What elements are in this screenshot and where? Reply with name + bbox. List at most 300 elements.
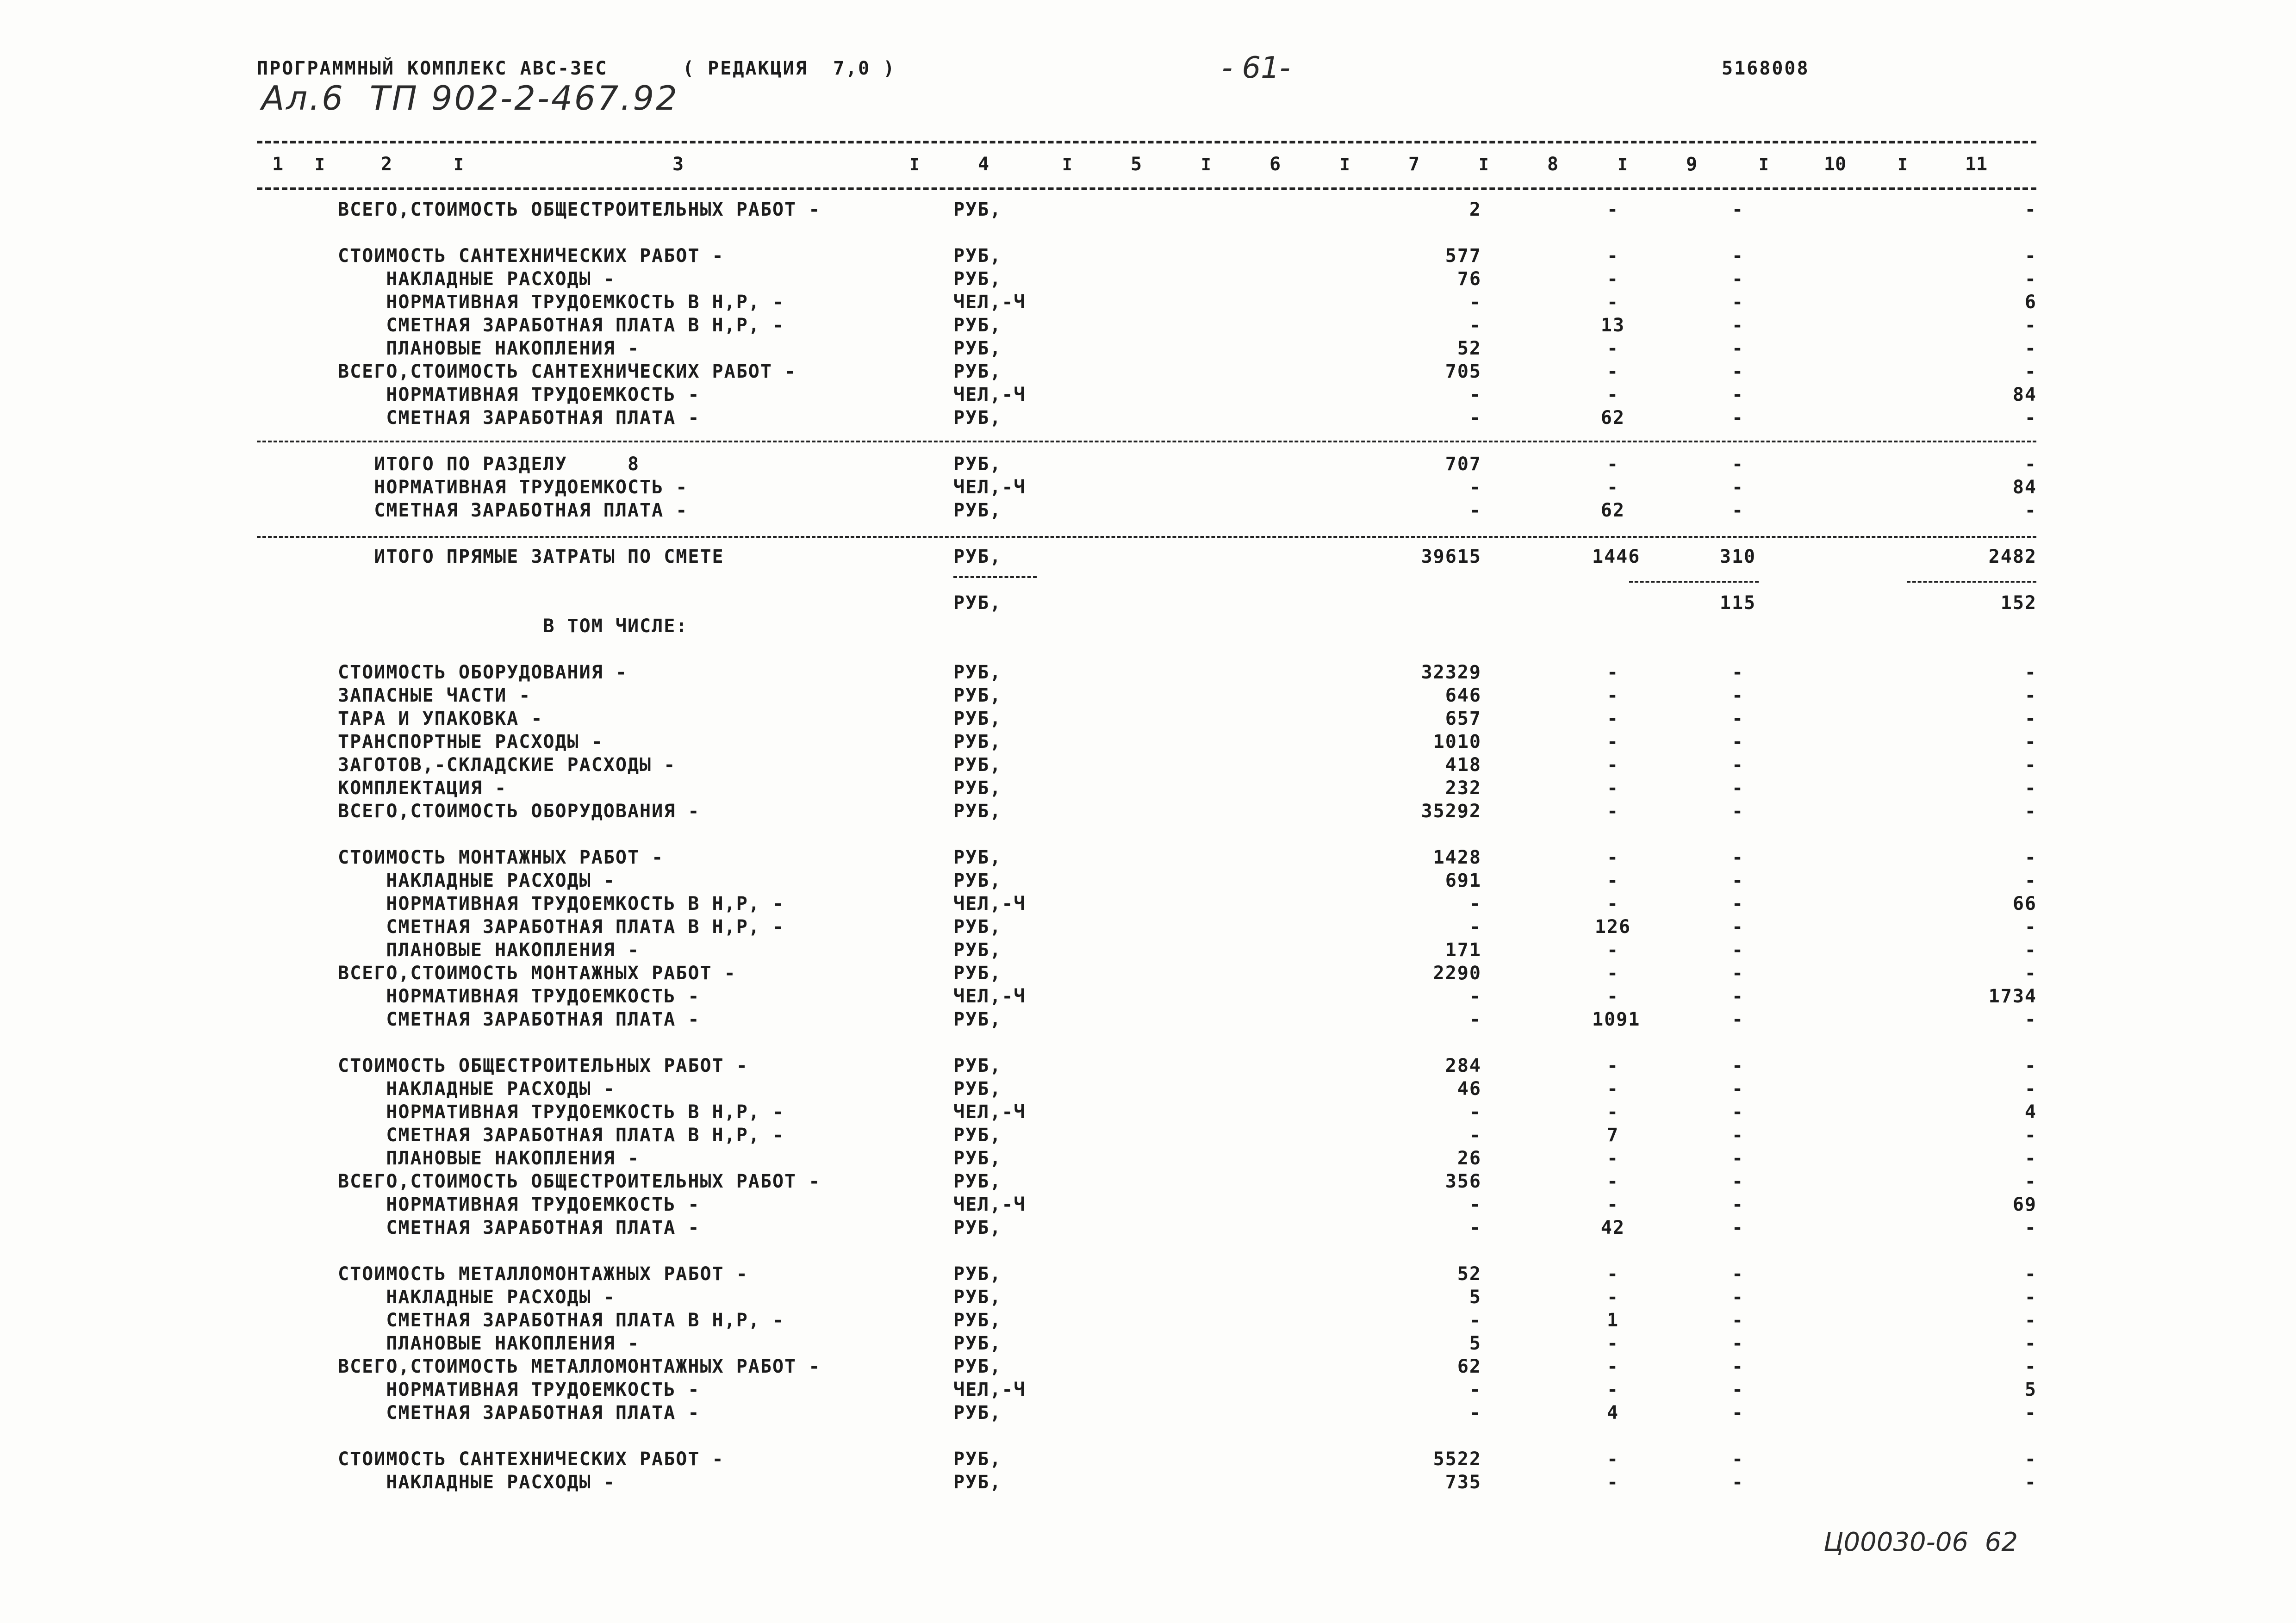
table-row bbox=[0, 1125, 2296, 1148]
cell-col-7: - bbox=[1469, 1402, 1481, 1424]
row-label: НОРМАТИВНАЯ ТРУДОЕМКОСТЬ - bbox=[338, 1379, 700, 1400]
table-row bbox=[0, 731, 2296, 754]
cell-col-11: - bbox=[2024, 939, 2037, 961]
cell-col-8: - bbox=[1606, 893, 1619, 914]
table-row bbox=[0, 1310, 2296, 1333]
cell-col-9: - bbox=[1731, 407, 1744, 429]
cell-col-9: - bbox=[1731, 986, 1744, 1007]
cell-col-8: - bbox=[1606, 777, 1619, 799]
column-header-6: 6 bbox=[1269, 154, 1281, 175]
cell-col-9: - bbox=[1731, 1171, 1744, 1192]
cell-col-7: - bbox=[1469, 477, 1481, 498]
program-title: ПРОГРАММНЫЙ КОМПЛЕКС АВС-ЗЕС bbox=[257, 58, 608, 79]
row-label: НОРМАТИВНАЯ ТРУДОЕМКОСТЬ В Н,Р, - bbox=[338, 1101, 785, 1123]
row-unit: РУБ, bbox=[953, 1125, 1002, 1146]
cell-col-9: - bbox=[1731, 1356, 1744, 1377]
row-label: СТОИМОСТЬ ОБОРУДОВАНИЯ - bbox=[338, 662, 628, 683]
cell-col-9: 115 bbox=[1719, 592, 1756, 614]
cell-col-9: - bbox=[1731, 1078, 1744, 1100]
cell-col-7: 418 bbox=[1445, 754, 1481, 776]
row-unit: РУБ, bbox=[953, 1263, 1002, 1285]
cell-col-7: - bbox=[1469, 292, 1481, 313]
cell-col-9: - bbox=[1731, 963, 1744, 984]
table-row bbox=[0, 963, 2296, 986]
cell-col-8: - bbox=[1606, 870, 1619, 891]
edition-label: ( РЕДАКЦИЯ 7,0 ) bbox=[683, 58, 896, 79]
cell-col-8: - bbox=[1606, 1263, 1619, 1285]
column-header-3: 3 bbox=[672, 154, 684, 175]
cell-col-7: 52 bbox=[1457, 1263, 1481, 1285]
column-separator: I bbox=[1062, 155, 1072, 174]
column-separator: I bbox=[1759, 155, 1769, 174]
cell-col-8: - bbox=[1606, 1472, 1619, 1493]
table-row bbox=[0, 407, 2296, 430]
row-unit: ЧЕЛ,-Ч bbox=[953, 893, 1026, 914]
cell-col-11: 66 bbox=[2012, 893, 2037, 914]
row-label: СТОИМОСТЬ МОНТАЖНЫХ РАБОТ - bbox=[338, 847, 664, 868]
column-header-9: 9 bbox=[1686, 154, 1698, 175]
cell-col-11: - bbox=[2024, 754, 2037, 776]
cell-col-7: 2 bbox=[1469, 199, 1481, 220]
table-row bbox=[0, 454, 2296, 477]
cell-col-8: - bbox=[1606, 847, 1619, 868]
cell-col-9: - bbox=[1731, 1449, 1744, 1470]
cell-col-7: 705 bbox=[1445, 361, 1481, 382]
cell-col-7: 5522 bbox=[1433, 1449, 1481, 1470]
row-unit: РУБ, bbox=[953, 315, 1002, 336]
row-label: ПЛАНОВЫЕ НАКОПЛЕНИЯ - bbox=[338, 939, 640, 961]
cell-col-11: 152 bbox=[2000, 592, 2037, 614]
row-label: ПЛАНОВЫЕ НАКОПЛЕНИЯ - bbox=[338, 1148, 640, 1169]
cell-col-8: - bbox=[1606, 1171, 1619, 1192]
cell-col-11: - bbox=[2024, 1356, 2037, 1377]
row-unit: РУБ, bbox=[953, 592, 1002, 614]
row-unit: РУБ, bbox=[953, 963, 1002, 984]
table-row bbox=[0, 338, 2296, 361]
row-unit: ЧЕЛ,-Ч bbox=[953, 1194, 1026, 1215]
table-row bbox=[0, 616, 2296, 639]
table-row bbox=[0, 292, 2296, 315]
cell-col-11: - bbox=[2024, 1449, 2037, 1470]
row-unit: РУБ, bbox=[953, 1333, 1002, 1354]
cell-col-11: 1734 bbox=[1988, 986, 2037, 1007]
row-unit: РУБ, bbox=[953, 870, 1002, 891]
row-label: НАКЛАДНЫЕ РАСХОДЫ - bbox=[338, 870, 616, 891]
cell-col-7: - bbox=[1469, 1009, 1481, 1030]
row-label: КОМПЛЕКТАЦИЯ - bbox=[338, 777, 507, 799]
cell-col-9: - bbox=[1731, 1472, 1744, 1493]
table-row bbox=[0, 199, 2296, 222]
column-header-11: 11 bbox=[1965, 154, 1988, 175]
handwritten-reference: Ал.6 ТП 902-2-467.92 bbox=[261, 79, 679, 118]
cell-col-7: 657 bbox=[1445, 708, 1481, 729]
row-unit: РУБ, bbox=[953, 777, 1002, 799]
cell-col-7: 232 bbox=[1445, 777, 1481, 799]
cell-col-8: - bbox=[1606, 268, 1619, 290]
cell-col-7: 46 bbox=[1457, 1078, 1481, 1100]
cell-col-9: 310 bbox=[1719, 546, 1756, 567]
cell-col-7: 171 bbox=[1445, 939, 1481, 961]
cell-col-8: - bbox=[1606, 361, 1619, 382]
table-row bbox=[0, 245, 2296, 268]
cell-col-8: - bbox=[1606, 338, 1619, 359]
row-unit: РУБ, bbox=[953, 1449, 1002, 1470]
row-unit: РУБ, bbox=[953, 916, 1002, 938]
cell-col-8: - bbox=[1606, 1101, 1619, 1123]
table-row bbox=[0, 1263, 2296, 1287]
cell-col-8: - bbox=[1606, 1379, 1619, 1400]
table-row bbox=[0, 546, 2296, 569]
row-label: ТАРА И УПАКОВКА - bbox=[338, 708, 543, 729]
row-unit: ЧЕЛ,-Ч bbox=[953, 477, 1026, 498]
cell-col-11: - bbox=[2024, 1078, 2037, 1100]
row-unit: РУБ, bbox=[953, 1009, 1002, 1030]
cell-col-7: 735 bbox=[1445, 1472, 1481, 1493]
row-label: СМЕТНАЯ ЗАРАБОТНАЯ ПЛАТА - bbox=[338, 407, 700, 429]
table-row bbox=[0, 777, 2296, 801]
table-row bbox=[0, 847, 2296, 870]
cell-col-9: - bbox=[1731, 1101, 1744, 1123]
cell-col-7: 284 bbox=[1445, 1055, 1481, 1076]
table-row bbox=[0, 1171, 2296, 1194]
table-row bbox=[0, 870, 2296, 893]
row-unit: РУБ, bbox=[953, 1472, 1002, 1493]
table-row bbox=[0, 384, 2296, 407]
cell-col-7: - bbox=[1469, 407, 1481, 429]
cell-col-9: - bbox=[1731, 338, 1744, 359]
cell-col-8: - bbox=[1606, 1287, 1619, 1308]
total-underline bbox=[1907, 581, 2036, 583]
cell-col-9: - bbox=[1731, 500, 1744, 521]
cell-col-7: 356 bbox=[1445, 1171, 1481, 1192]
cell-col-11: - bbox=[2024, 338, 2037, 359]
cell-col-11: - bbox=[2024, 1125, 2037, 1146]
column-separator: I bbox=[315, 155, 325, 174]
section-rule bbox=[257, 441, 2036, 442]
cell-col-8: - bbox=[1606, 1148, 1619, 1169]
row-label: ВСЕГО,СТОИМОСТЬ ОБЩЕСТРОИТЕЛЬНЫХ РАБОТ - bbox=[338, 199, 821, 220]
row-label: ВСЕГО,СТОИМОСТЬ ОБЩЕСТРОИТЕЛЬНЫХ РАБОТ - bbox=[338, 1171, 821, 1192]
row-label: СМЕТНАЯ ЗАРАБОТНАЯ ПЛАТА В Н,Р, - bbox=[338, 1310, 785, 1331]
cell-col-8: - bbox=[1606, 477, 1619, 498]
cell-col-9: - bbox=[1731, 1310, 1744, 1331]
cell-col-9: - bbox=[1731, 1194, 1744, 1215]
cell-col-7: - bbox=[1469, 1217, 1481, 1238]
row-unit: РУБ, bbox=[953, 685, 1002, 706]
cell-col-9: - bbox=[1731, 916, 1744, 938]
row-unit: РУБ, bbox=[953, 407, 1002, 429]
cell-col-9: - bbox=[1731, 1125, 1744, 1146]
cell-col-9: - bbox=[1731, 708, 1744, 729]
cell-col-8: 126 bbox=[1594, 916, 1631, 938]
cell-col-8: 1 bbox=[1606, 1310, 1619, 1331]
column-separator: I bbox=[1340, 155, 1350, 174]
cell-col-7: - bbox=[1469, 1125, 1481, 1146]
cell-col-11: - bbox=[2024, 847, 2037, 868]
cell-col-11: 2482 bbox=[1988, 546, 2037, 567]
row-label: ВСЕГО,СТОИМОСТЬ ОБОРУДОВАНИЯ - bbox=[338, 801, 700, 822]
cell-col-7: 5 bbox=[1469, 1287, 1481, 1308]
row-unit: РУБ, bbox=[953, 1148, 1002, 1169]
row-unit: РУБ, bbox=[953, 847, 1002, 868]
row-label: ПЛАНОВЫЕ НАКОПЛЕНИЯ - bbox=[338, 338, 640, 359]
cell-col-8: 13 bbox=[1600, 315, 1625, 336]
cell-col-7: 577 bbox=[1445, 245, 1481, 267]
cell-col-11: - bbox=[2024, 361, 2037, 382]
column-header-8: 8 bbox=[1547, 154, 1559, 175]
row-unit: РУБ, bbox=[953, 245, 1002, 267]
row-unit: РУБ, bbox=[953, 939, 1002, 961]
cell-col-7: 35292 bbox=[1421, 801, 1481, 822]
column-separator: I bbox=[909, 155, 920, 174]
cell-col-7: 76 bbox=[1457, 268, 1481, 290]
row-unit: РУБ, bbox=[953, 1287, 1002, 1308]
row-label: СТОИМОСТЬ МЕТАЛЛОМОНТАЖНЫХ РАБОТ - bbox=[338, 1263, 748, 1285]
cell-col-8: - bbox=[1606, 986, 1619, 1007]
cell-col-8: - bbox=[1606, 1449, 1619, 1470]
cell-col-7: 32329 bbox=[1421, 662, 1481, 683]
row-unit: РУБ, bbox=[953, 1217, 1002, 1238]
row-unit: РУБ, bbox=[953, 454, 1002, 475]
cell-col-11: - bbox=[2024, 454, 2037, 475]
cell-col-11: - bbox=[2024, 268, 2037, 290]
cell-col-7: - bbox=[1469, 315, 1481, 336]
column-separator: I bbox=[1479, 155, 1489, 174]
row-label: НАКЛАДНЫЕ РАСХОДЫ - bbox=[338, 268, 616, 290]
row-label: НОРМАТИВНАЯ ТРУДОЕМКОСТЬ - bbox=[338, 384, 700, 405]
row-label: ТРАНСПОРТНЫЕ РАСХОДЫ - bbox=[338, 731, 604, 752]
row-label: НОРМАТИВНАЯ ТРУДОЕМКОСТЬ В Н,Р, - bbox=[338, 893, 785, 914]
column-header-10: 10 bbox=[1823, 154, 1847, 175]
table-top-rule bbox=[257, 141, 2036, 143]
cell-col-11: - bbox=[2024, 708, 2037, 729]
table-row bbox=[0, 1379, 2296, 1402]
cell-col-11: - bbox=[2024, 963, 2037, 984]
cell-col-7: - bbox=[1469, 384, 1481, 405]
cell-col-8: - bbox=[1606, 963, 1619, 984]
cell-col-9: - bbox=[1731, 847, 1744, 868]
table-row bbox=[0, 1449, 2296, 1472]
row-label: НОРМАТИВНАЯ ТРУДОЕМКОСТЬ В Н,Р, - bbox=[338, 292, 785, 313]
cell-col-7: - bbox=[1469, 1101, 1481, 1123]
table-row bbox=[0, 1472, 2296, 1495]
cell-col-11: 84 bbox=[2012, 384, 2037, 405]
row-unit: РУБ, bbox=[953, 199, 1002, 220]
cell-col-9: - bbox=[1731, 361, 1744, 382]
row-label: НАКЛАДНЫЕ РАСХОДЫ - bbox=[338, 1472, 616, 1493]
cell-col-11: - bbox=[2024, 1171, 2037, 1192]
row-unit: ЧЕЛ,-Ч bbox=[953, 384, 1026, 405]
table-row bbox=[0, 916, 2296, 939]
cell-col-11: 4 bbox=[2024, 1101, 2037, 1123]
row-unit: РУБ, bbox=[953, 1171, 1002, 1192]
row-unit: РУБ, bbox=[953, 1310, 1002, 1331]
cell-col-8: 7 bbox=[1606, 1125, 1619, 1146]
cell-col-9: - bbox=[1731, 1009, 1744, 1030]
cell-col-9: - bbox=[1731, 1217, 1744, 1238]
document-code: 5168008 bbox=[1722, 58, 1810, 79]
cell-col-8: 1091 bbox=[1592, 1009, 1641, 1030]
table-row bbox=[0, 939, 2296, 963]
row-unit: РУБ, bbox=[953, 1078, 1002, 1100]
cell-col-7: 646 bbox=[1445, 685, 1481, 706]
row-label: ЗАПАСНЫЕ ЧАСТИ - bbox=[338, 685, 531, 706]
table-header-rule bbox=[257, 187, 2036, 190]
table-row bbox=[0, 1009, 2296, 1032]
row-label: СТОИМОСТЬ ОБЩЕСТРОИТЕЛЬНЫХ РАБОТ - bbox=[338, 1055, 748, 1076]
cell-col-9: - bbox=[1731, 1402, 1744, 1424]
cell-col-11: - bbox=[2024, 1148, 2037, 1169]
cell-col-8: - bbox=[1606, 384, 1619, 405]
cell-col-7: - bbox=[1469, 1379, 1481, 1400]
cell-col-9: - bbox=[1731, 477, 1744, 498]
cell-col-11: - bbox=[2024, 916, 2037, 938]
cell-col-8: - bbox=[1606, 754, 1619, 776]
cell-col-8: - bbox=[1606, 939, 1619, 961]
cell-col-11: - bbox=[2024, 777, 2037, 799]
cell-col-8: - bbox=[1606, 1055, 1619, 1076]
cell-col-9: - bbox=[1731, 454, 1744, 475]
row-label: ИТОГО ПРЯМЫЕ ЗАТРАТЫ ПО СМЕТЕ bbox=[338, 546, 724, 567]
cell-col-8: 1446 bbox=[1592, 546, 1641, 567]
row-label: СМЕТНАЯ ЗАРАБОТНАЯ ПЛАТА - bbox=[338, 1009, 700, 1030]
row-label: ВСЕГО,СТОИМОСТЬ САНТЕХНИЧЕСКИХ РАБОТ - bbox=[338, 361, 797, 382]
table-row bbox=[0, 592, 2296, 616]
row-unit: РУБ, bbox=[953, 754, 1002, 776]
table-row bbox=[0, 801, 2296, 824]
cell-col-11: - bbox=[2024, 199, 2037, 220]
cell-col-11: - bbox=[2024, 500, 2037, 521]
row-label: ЗАГОТОВ,-СКЛАДСКИЕ РАСХОДЫ - bbox=[338, 754, 676, 776]
cell-col-7: 5 bbox=[1469, 1333, 1481, 1354]
cell-col-8: 62 bbox=[1600, 407, 1625, 429]
row-unit: ЧЕЛ,-Ч bbox=[953, 986, 1026, 1007]
cell-col-9: - bbox=[1731, 1333, 1744, 1354]
cell-col-9: - bbox=[1731, 870, 1744, 891]
cell-col-11: - bbox=[2024, 870, 2037, 891]
column-header-4: 4 bbox=[977, 154, 989, 175]
row-label: СМЕТНАЯ ЗАРАБОТНАЯ ПЛАТА В Н,Р, - bbox=[338, 1125, 785, 1146]
cell-col-11: - bbox=[2024, 685, 2037, 706]
row-unit: РУБ, bbox=[953, 801, 1002, 822]
table-row bbox=[0, 1402, 2296, 1425]
table-row bbox=[0, 315, 2296, 338]
table-row bbox=[0, 268, 2296, 292]
row-label: СТОИМОСТЬ САНТЕХНИЧЕСКИХ РАБОТ - bbox=[338, 1449, 724, 1470]
row-label: НАКЛАДНЫЕ РАСХОДЫ - bbox=[338, 1078, 616, 1100]
cell-col-9: - bbox=[1731, 268, 1744, 290]
cell-col-9: - bbox=[1731, 1379, 1744, 1400]
cell-col-11: - bbox=[2024, 1055, 2037, 1076]
row-unit: ЧЕЛ,-Ч bbox=[953, 1379, 1026, 1400]
cell-col-11: - bbox=[2024, 1217, 2037, 1238]
cell-col-11: - bbox=[2024, 1472, 2037, 1493]
row-label: ВСЕГО,СТОИМОСТЬ МЕТАЛЛОМОНТАЖНЫХ РАБОТ - bbox=[338, 1356, 821, 1377]
cell-col-7: - bbox=[1469, 1194, 1481, 1215]
column-header-5: 5 bbox=[1130, 154, 1142, 175]
cell-col-9: - bbox=[1731, 199, 1744, 220]
table-row bbox=[0, 708, 2296, 731]
cell-col-8: - bbox=[1606, 731, 1619, 752]
cell-col-11: - bbox=[2024, 1310, 2037, 1331]
cell-col-11: - bbox=[2024, 731, 2037, 752]
table-row bbox=[0, 500, 2296, 523]
total-underline bbox=[953, 576, 1037, 578]
cell-col-9: - bbox=[1731, 939, 1744, 961]
row-unit: РУБ, bbox=[953, 546, 1002, 567]
cell-col-11: 84 bbox=[2012, 477, 2037, 498]
cell-col-11: - bbox=[2024, 1333, 2037, 1354]
cell-col-9: - bbox=[1731, 777, 1744, 799]
handwritten-footer-code: Ц00030-06 62 bbox=[1823, 1527, 2018, 1557]
row-unit: РУБ, bbox=[953, 1402, 1002, 1424]
cell-col-11: - bbox=[2024, 801, 2037, 822]
row-label: СМЕТНАЯ ЗАРАБОТНАЯ ПЛАТА - bbox=[338, 1217, 700, 1238]
table-row bbox=[0, 662, 2296, 685]
row-unit: РУБ, bbox=[953, 338, 1002, 359]
cell-col-7: - bbox=[1469, 893, 1481, 914]
row-unit: ЧЕЛ,-Ч bbox=[953, 1101, 1026, 1123]
row-label: НОРМАТИВНАЯ ТРУДОЕМКОСТЬ - bbox=[338, 986, 700, 1007]
row-label: СМЕТНАЯ ЗАРАБОТНАЯ ПЛАТА - bbox=[338, 1402, 700, 1424]
cell-col-7: 52 bbox=[1457, 338, 1481, 359]
cell-col-8: - bbox=[1606, 708, 1619, 729]
row-label: ПЛАНОВЫЕ НАКОПЛЕНИЯ - bbox=[338, 1333, 640, 1354]
cell-col-7: 39615 bbox=[1421, 546, 1481, 567]
table-row bbox=[0, 1356, 2296, 1379]
cell-col-7: - bbox=[1469, 500, 1481, 521]
cell-col-7: - bbox=[1469, 916, 1481, 938]
total-underline bbox=[1629, 581, 1759, 583]
row-label: ВСЕГО,СТОИМОСТЬ МОНТАЖНЫХ РАБОТ - bbox=[338, 963, 736, 984]
cell-col-7: 1428 bbox=[1433, 847, 1481, 868]
row-unit: ЧЕЛ,-Ч bbox=[953, 292, 1026, 313]
cell-col-8: - bbox=[1606, 662, 1619, 683]
row-label: СМЕТНАЯ ЗАРАБОТНАЯ ПЛАТА - bbox=[338, 500, 688, 521]
cell-col-8: - bbox=[1606, 245, 1619, 267]
cell-col-7: 691 bbox=[1445, 870, 1481, 891]
column-header-2: 2 bbox=[380, 154, 392, 175]
row-label: В ТОМ ЧИСЛЕ: bbox=[338, 616, 688, 637]
row-unit: РУБ, bbox=[953, 1055, 1002, 1076]
cell-col-8: - bbox=[1606, 199, 1619, 220]
cell-col-11: 5 bbox=[2024, 1379, 2037, 1400]
table-row bbox=[0, 1287, 2296, 1310]
table-row bbox=[0, 1333, 2296, 1356]
row-unit: РУБ, bbox=[953, 500, 1002, 521]
cell-col-7: - bbox=[1469, 986, 1481, 1007]
row-label: НОРМАТИВНАЯ ТРУДОЕМКОСТЬ - bbox=[338, 1194, 700, 1215]
cell-col-11: - bbox=[2024, 407, 2037, 429]
cell-col-11: 6 bbox=[2024, 292, 2037, 313]
row-unit: РУБ, bbox=[953, 1356, 1002, 1377]
row-label: НОРМАТИВНАЯ ТРУДОЕМКОСТЬ - bbox=[338, 477, 688, 498]
cell-col-8: - bbox=[1606, 1078, 1619, 1100]
cell-col-8: - bbox=[1606, 454, 1619, 475]
cell-col-9: - bbox=[1731, 893, 1744, 914]
cell-col-11: - bbox=[2024, 315, 2037, 336]
table-row bbox=[0, 1217, 2296, 1240]
row-unit: РУБ, bbox=[953, 662, 1002, 683]
column-header-7: 7 bbox=[1408, 154, 1420, 175]
row-label: ИТОГО ПО РАЗДЕЛУ 8 bbox=[338, 454, 640, 475]
table-row bbox=[0, 986, 2296, 1009]
row-label: НАКЛАДНЫЕ РАСХОДЫ - bbox=[338, 1287, 616, 1308]
row-label: СМЕТНАЯ ЗАРАБОТНАЯ ПЛАТА В Н,Р, - bbox=[338, 916, 785, 938]
cell-col-11: 69 bbox=[2012, 1194, 2037, 1215]
cell-col-11: - bbox=[2024, 1402, 2037, 1424]
cell-col-9: - bbox=[1731, 1263, 1744, 1285]
